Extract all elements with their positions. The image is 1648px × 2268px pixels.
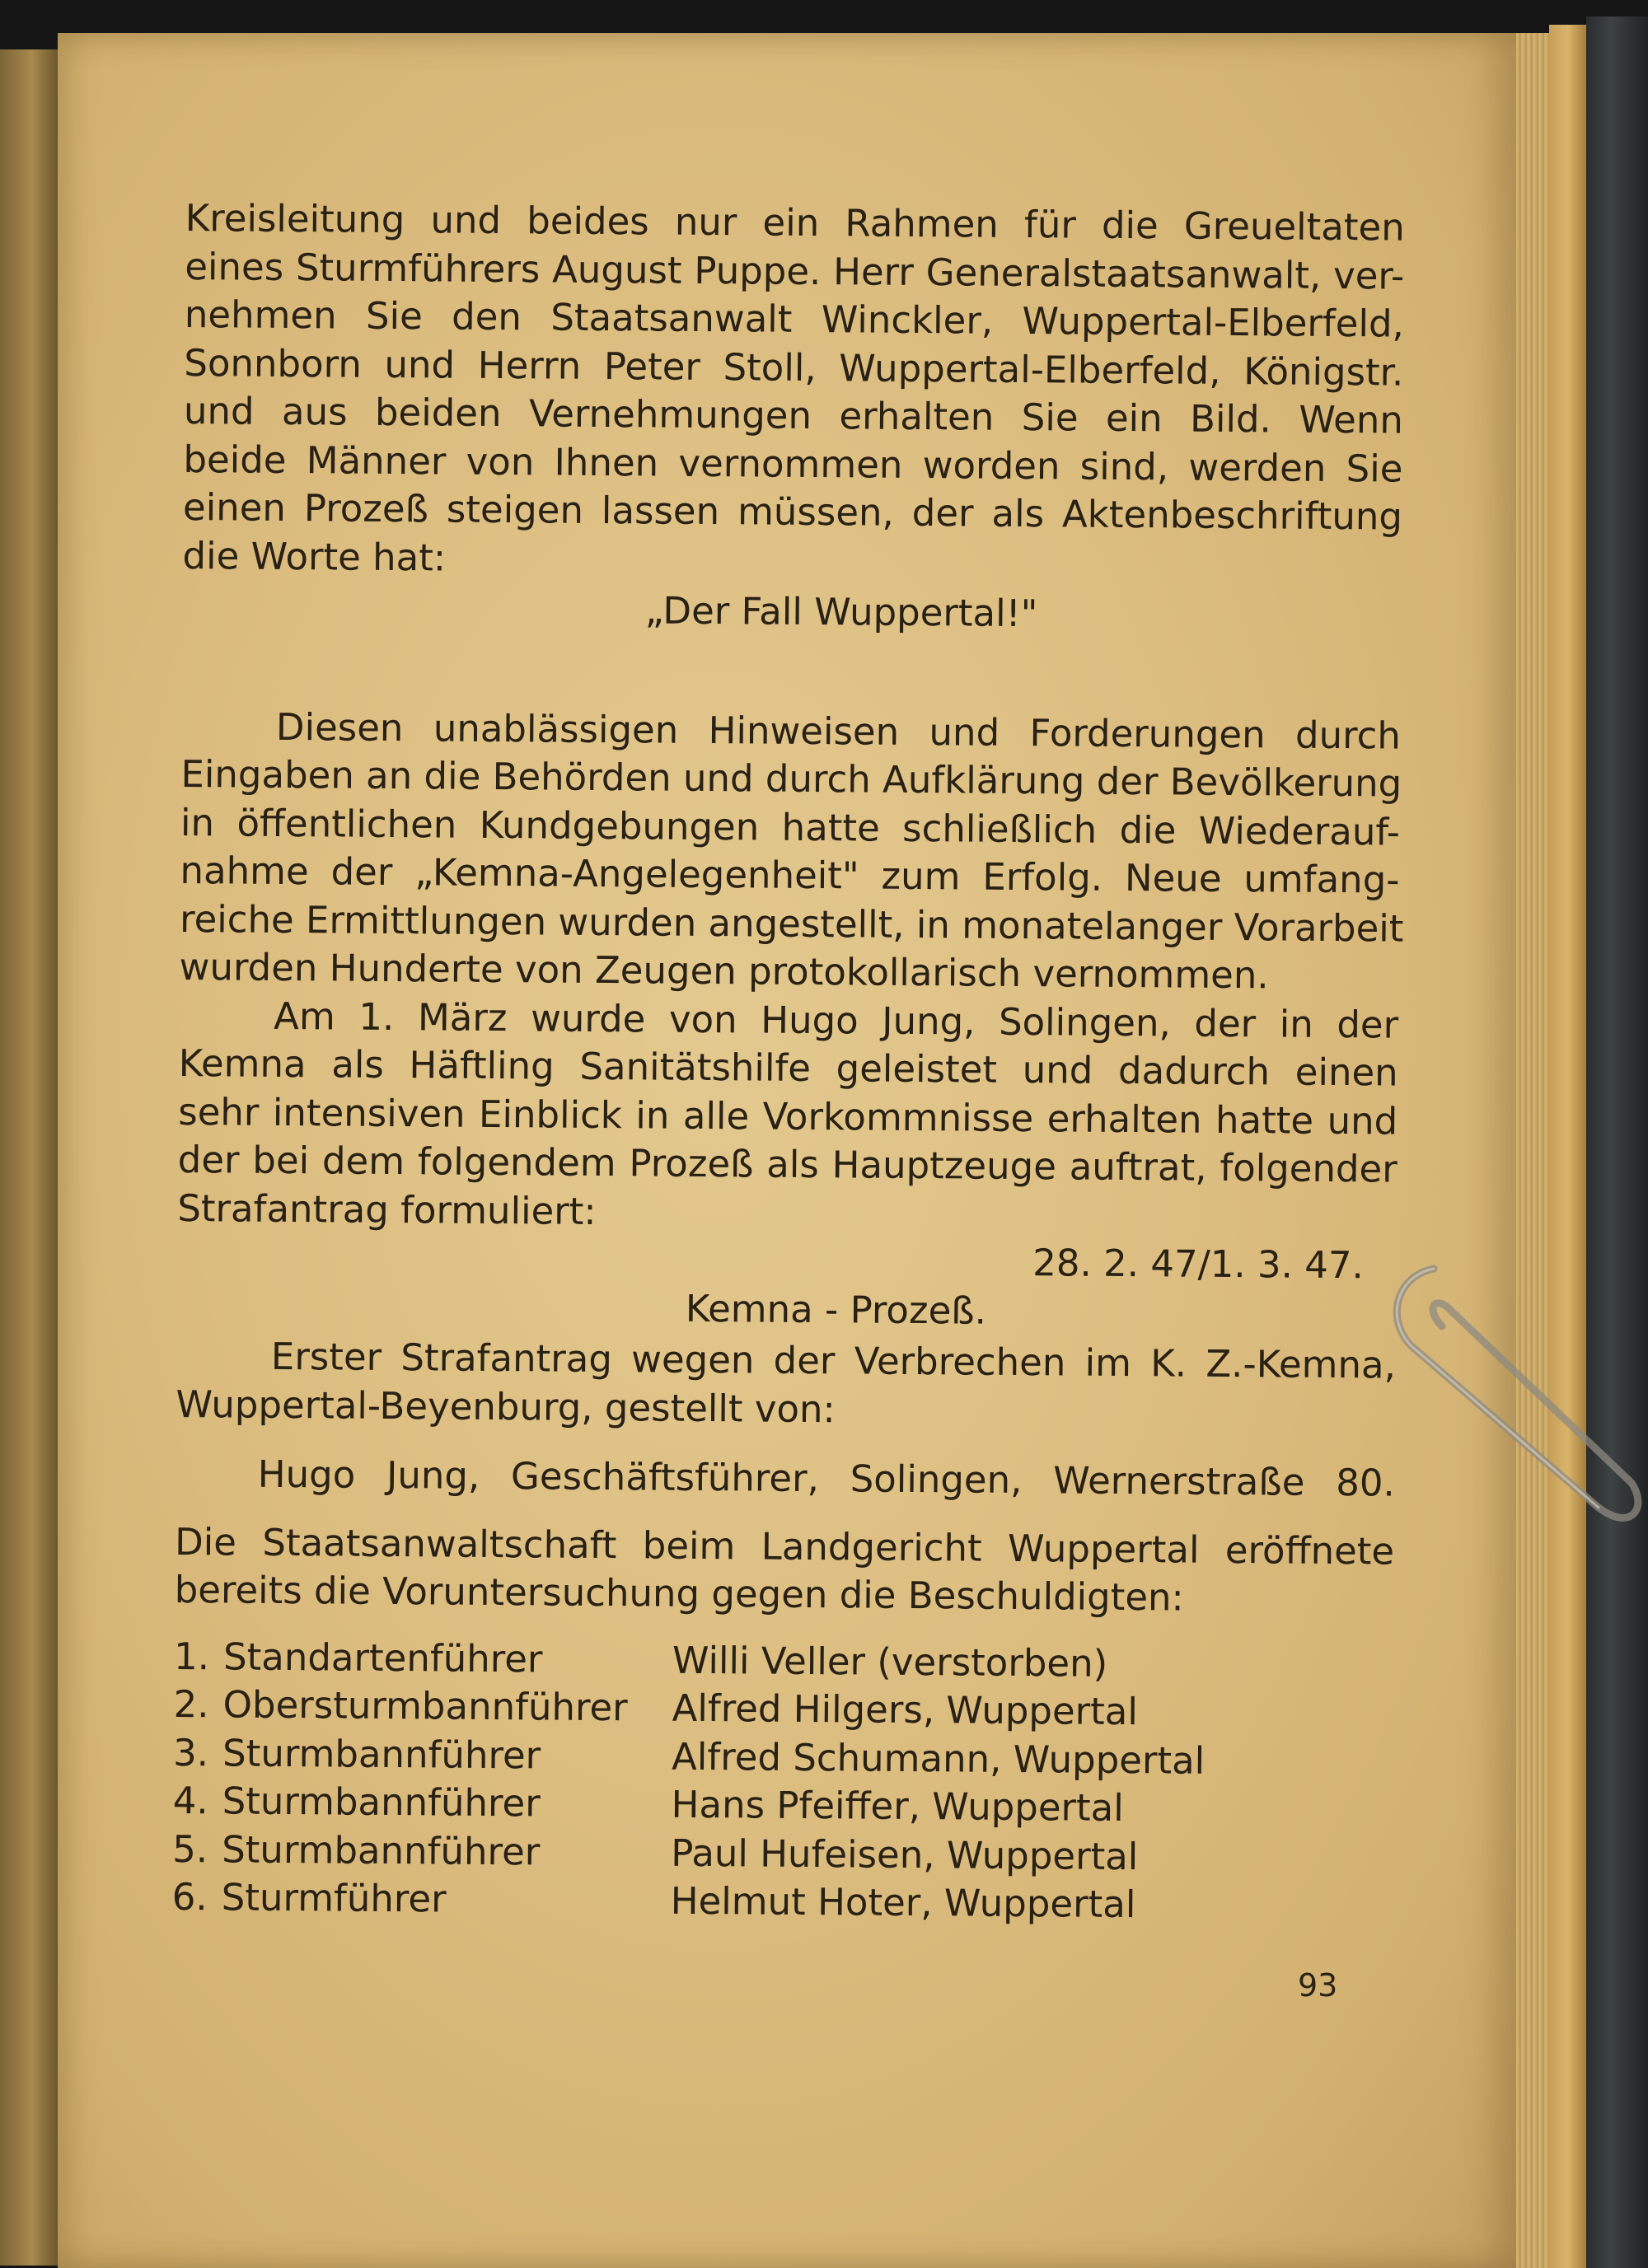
text-line: Am 1. März wurde von Hugo Jung, Solingen, der in der <box>273 994 1399 1047</box>
text-line: nehmen Sie den Staatsanwalt Winckler, Wuppertal-Elberfeld, <box>184 292 1405 346</box>
quote-line: „Der Fall Wuppertal!" <box>644 588 1038 636</box>
item-name: Alfred Schumann, Wuppertal <box>671 1734 1206 1783</box>
item-rank: Obersturmbannführer <box>222 1682 628 1730</box>
text-line: in öffentlichen Kundgebungen hatte schließlich die Wiederauf- <box>180 800 1401 854</box>
text-line: reiche Ermittlungen wurden angestellt, in monatelanger Vorarbeit <box>179 896 1404 951</box>
text-line: sehr intensiven Einblick in alle Vorkommnisse erhalten hatte und <box>178 1089 1398 1143</box>
text-line: beide Männer von Ihnen vernommen worden sind, werden Sie <box>183 437 1403 491</box>
accused-list <box>172 1632 1262 1929</box>
item-name: Paul Hufeisen, Wuppertal <box>671 1831 1139 1878</box>
text-line: und aus beiden Vernehmungen erhalten Sie ein Bild. Wenn <box>183 388 1404 442</box>
book-cover-edge <box>1586 16 1648 2268</box>
item-rank: Sturmbannführer <box>222 1730 541 1777</box>
list-item <box>173 1728 1261 1785</box>
item-number: 5. <box>172 1826 208 1871</box>
item-rank: Sturmbannführer <box>222 1779 541 1826</box>
item-number: 2. <box>173 1681 209 1727</box>
item-name: Willi Veller (verstorben) <box>672 1638 1108 1686</box>
text-line: einen Prozeß steigen lassen müssen, der als Aktenbeschriftung <box>182 484 1403 539</box>
list-item <box>172 1825 1260 1882</box>
paragraph-2 <box>179 702 1404 1001</box>
text-line: der bei dem folgendem Prozeß als Hauptzeuge auftrat, folgender <box>177 1137 1398 1191</box>
paragraph-1 <box>182 194 1405 590</box>
text-line: die Worte hat: <box>182 533 447 579</box>
item-number: 1. <box>173 1634 210 1678</box>
paragraph-3 <box>177 991 1398 1242</box>
text-line: eines Sturmführers August Puppe. Herr Generalstaatsanwalt, ver- <box>185 244 1405 298</box>
left-page-edge <box>0 49 58 2266</box>
page-stack-edge <box>1516 33 1549 2268</box>
text-line: Erster Strafantrag wegen der Verbrechen im K. Z.-Kemna, <box>270 1334 1397 1387</box>
page-text <box>172 194 1405 1931</box>
text-line: bereits die Voruntersuchung gegen die Beschuldigten: <box>174 1567 1184 1620</box>
text-line: Kemna als Häftling Sanitätshilfe geleistet und dadurch einen <box>178 1040 1398 1095</box>
item-name: Alfred Hilgers, Wuppertal <box>672 1686 1139 1734</box>
text-line: nahme der „Kemna-Angelegenheit" zum Erfolg. Neue umfang- <box>180 848 1400 902</box>
text-line: wurden Hunderte von Zeugen protokollarisch vernommen. <box>179 944 1269 998</box>
page-number: 93 <box>1298 1967 1338 2004</box>
page-stack-outer-edge <box>1549 25 1586 2268</box>
text-line: Die Staatsanwaltschaft beim Landgericht Wuppertal eröffnete <box>174 1519 1395 1574</box>
item-name: Helmut Hoter, Wuppertal <box>670 1878 1136 1927</box>
list-item <box>173 1681 1261 1737</box>
text-line: Diesen unablässigen Hinweisen und Forderungen durch <box>275 704 1402 758</box>
item-rank: Standartenführer <box>222 1634 543 1681</box>
text-line: Eingaben an die Behörden und durch Aufklärung der Bevölkerung <box>180 751 1402 806</box>
list-item <box>172 1873 1260 1930</box>
text-line: Sonnborn und Herrn Peter Stoll, Wuppertal-Elberfeld, Königstr. <box>184 340 1404 395</box>
section-heading: Kemna - Prozeß. <box>685 1286 987 1333</box>
applicant-line: Hugo Jung, Geschäftsführer, Solingen, Wernerstraße 80. <box>257 1452 1395 1505</box>
document-date: 28. 2. 47/1. 3. 47. <box>1032 1241 1365 1288</box>
text-line: Strafantrag formuliert: <box>177 1185 597 1233</box>
item-number: 6. <box>171 1874 208 1920</box>
item-number: 3. <box>172 1730 209 1775</box>
paragraph-4 <box>176 1332 1396 1438</box>
item-rank: Sturmbannführer <box>222 1826 541 1873</box>
text-line: Wuppertal-Beyenburg, gestellt von: <box>176 1382 836 1431</box>
paragraph-5 <box>174 1517 1394 1624</box>
list-item <box>174 1632 1262 1689</box>
list-item <box>172 1777 1260 1834</box>
item-name: Hans Pfeiffer, Wuppertal <box>671 1782 1124 1831</box>
item-number: 4. <box>172 1778 208 1823</box>
text-line: Kreisleitung und beides nur ein Rahmen für die Greueltaten <box>185 195 1405 250</box>
item-rank: Sturmführer <box>221 1875 447 1921</box>
